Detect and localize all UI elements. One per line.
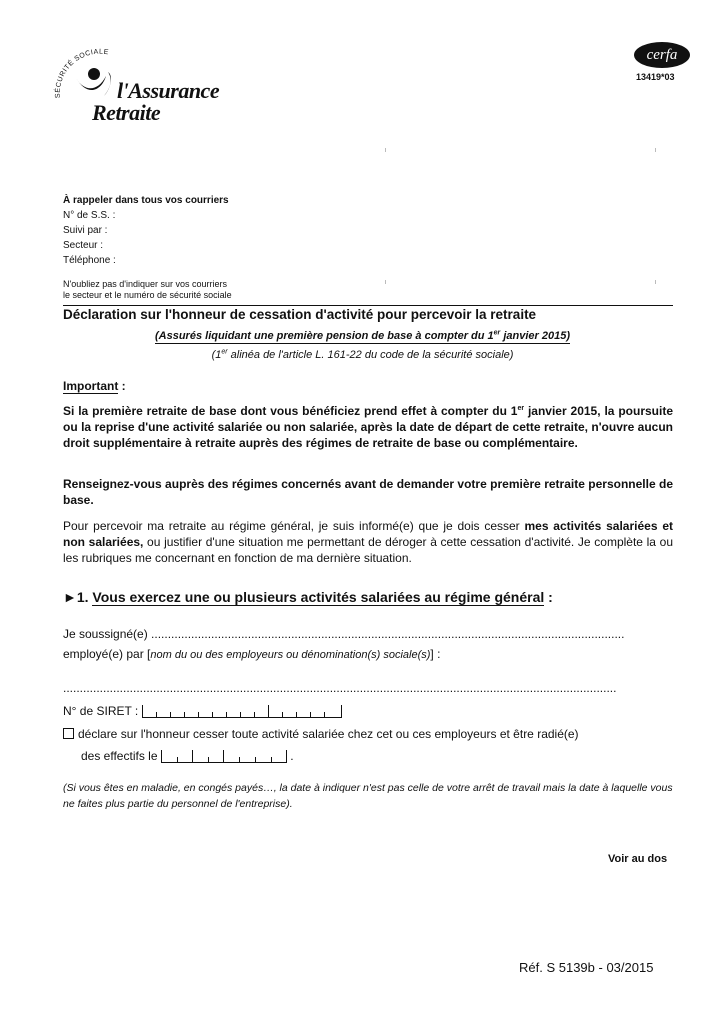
employer-label: employé(e) par [ <box>63 647 151 661</box>
page-title: Déclaration sur l'honneur de cessation d'activité pour percevoir la retraite <box>63 307 537 322</box>
date-row <box>81 748 673 764</box>
paragraph-2: Renseignez-vous auprès des régimes concernés avant de demander votre première retraite personnelle de base. <box>63 477 673 507</box>
p3-text-c: ou justifier d'une situation me permettant de déroger à cette cessation d'activité. Je complète la ou les rubriques me concernant en fonction de ma dernière situation. <box>63 535 673 565</box>
suivi-label: Suivi par : <box>63 225 108 236</box>
employer-row <box>63 646 673 663</box>
registration-mark <box>385 148 386 152</box>
section-colon: : <box>544 589 553 605</box>
siret-input[interactable] <box>142 705 342 718</box>
siret-label: N° de SIRET : <box>63 704 142 718</box>
important-word: Important <box>63 379 119 393</box>
address-block <box>63 193 229 268</box>
subtitle-2-end: alinéa de l'article L. 161-22 du code de la sécurité sociale) <box>227 349 514 361</box>
reminder-line-2: le secteur et le numéro de sécurité sociale <box>63 290 232 300</box>
telephone-label: Téléphone : <box>63 255 116 266</box>
cerfa-number: 13419*03 <box>636 72 675 82</box>
soussigne-row <box>63 626 673 642</box>
siret-row <box>63 703 673 719</box>
important-label <box>63 379 126 393</box>
soussigne-label: Je soussigné(e) <box>63 627 152 641</box>
subtitle-1-sup: er <box>493 329 501 337</box>
cerfa-logo: cerfa <box>634 42 690 68</box>
subtitle-1-text: (Assurés liquidant une première pension de base à compter du 1 <box>155 330 494 342</box>
registration-mark <box>655 280 656 284</box>
declaration-text: déclare sur l'honneur cesser toute activité salariée chez cet ou ces employeurs et être radié(e) <box>78 727 579 741</box>
subtitle-2-sup: er <box>221 348 228 356</box>
date-input[interactable] <box>161 750 287 763</box>
employer-field-row <box>63 680 673 696</box>
logo-arc-text: SÉCURITÉ SOCIALE <box>54 48 110 99</box>
reminder-line-1: N'oubliez pas d'indiquer sur vos courriers <box>63 279 228 289</box>
subtitle-1-end: janvier 2015) <box>500 330 570 342</box>
subtitle-1 <box>0 330 725 342</box>
employer-label-end: ] : <box>430 647 441 661</box>
name-field[interactable]: .............................................................................................................................................. <box>151 627 625 641</box>
section-1-heading <box>63 589 553 605</box>
p1-text: Si la première retraite de base dont vous bénéficiez prend effet à compter du 1 <box>63 404 518 418</box>
address-heading: À rappeler dans tous vos courriers <box>63 195 229 206</box>
declaration-row <box>63 726 673 742</box>
p3-text-bold: mes activités salariées et non salariées, <box>63 519 673 549</box>
employer-field[interactable]: ...................................................................................................................................................................... <box>63 681 617 695</box>
paragraph-3 <box>63 518 673 566</box>
subtitle-2-text: (1 <box>211 349 222 361</box>
svg-text:SÉCURITÉ SOCIALE <box>53 49 110 99</box>
form-reference: Réf. S 5139b - 03/2015 <box>519 960 654 975</box>
address-reminder <box>63 279 232 301</box>
p1-text-end: janvier 2015, la poursuite ou la reprise d'une activité salariée ou non salariée, après la date de départ de cette retraite, n'ouvre aucun droit supplémentaire à retraite auprès des régimes de retraite de base ou complémentaire. <box>63 404 673 450</box>
registration-mark <box>385 280 386 284</box>
sick-leave-note: (Si vous êtes en maladie, en congés payés…, la date à indiquer n'est pas celle de votre arrêt de travail mais la date à laquelle vous ne faites plus partie du personnel de l'entreprise). <box>63 782 673 810</box>
ss-number-label: N° de S.S. : <box>63 210 116 221</box>
paragraph-1 <box>63 403 673 451</box>
important-colon: : <box>118 379 126 393</box>
date-end: . <box>290 749 294 763</box>
p1-sup: er <box>517 405 525 412</box>
see-reverse: Voir au dos <box>608 853 668 865</box>
date-label: des effectifs le <box>81 749 158 763</box>
subtitle-2 <box>0 349 725 361</box>
secteur-label: Secteur : <box>63 240 104 251</box>
section-1-title: Vous exercez une ou plusieurs activités salariées au régime général <box>92 589 545 605</box>
title-rule <box>63 305 673 306</box>
registration-mark <box>655 148 656 152</box>
employer-hint: nom du ou des employeurs ou dénomination(s) sociale(s) <box>150 649 431 661</box>
section-marker: ►1. <box>63 589 93 605</box>
declaration-checkbox[interactable] <box>63 728 74 739</box>
logo-line-1: l'Assurance <box>117 78 220 103</box>
p3-text-a: Pour percevoir ma retraite au régime général, je suis informé(e) que je dois cesser <box>63 519 525 533</box>
logo-line-2: Retraite <box>92 100 161 125</box>
